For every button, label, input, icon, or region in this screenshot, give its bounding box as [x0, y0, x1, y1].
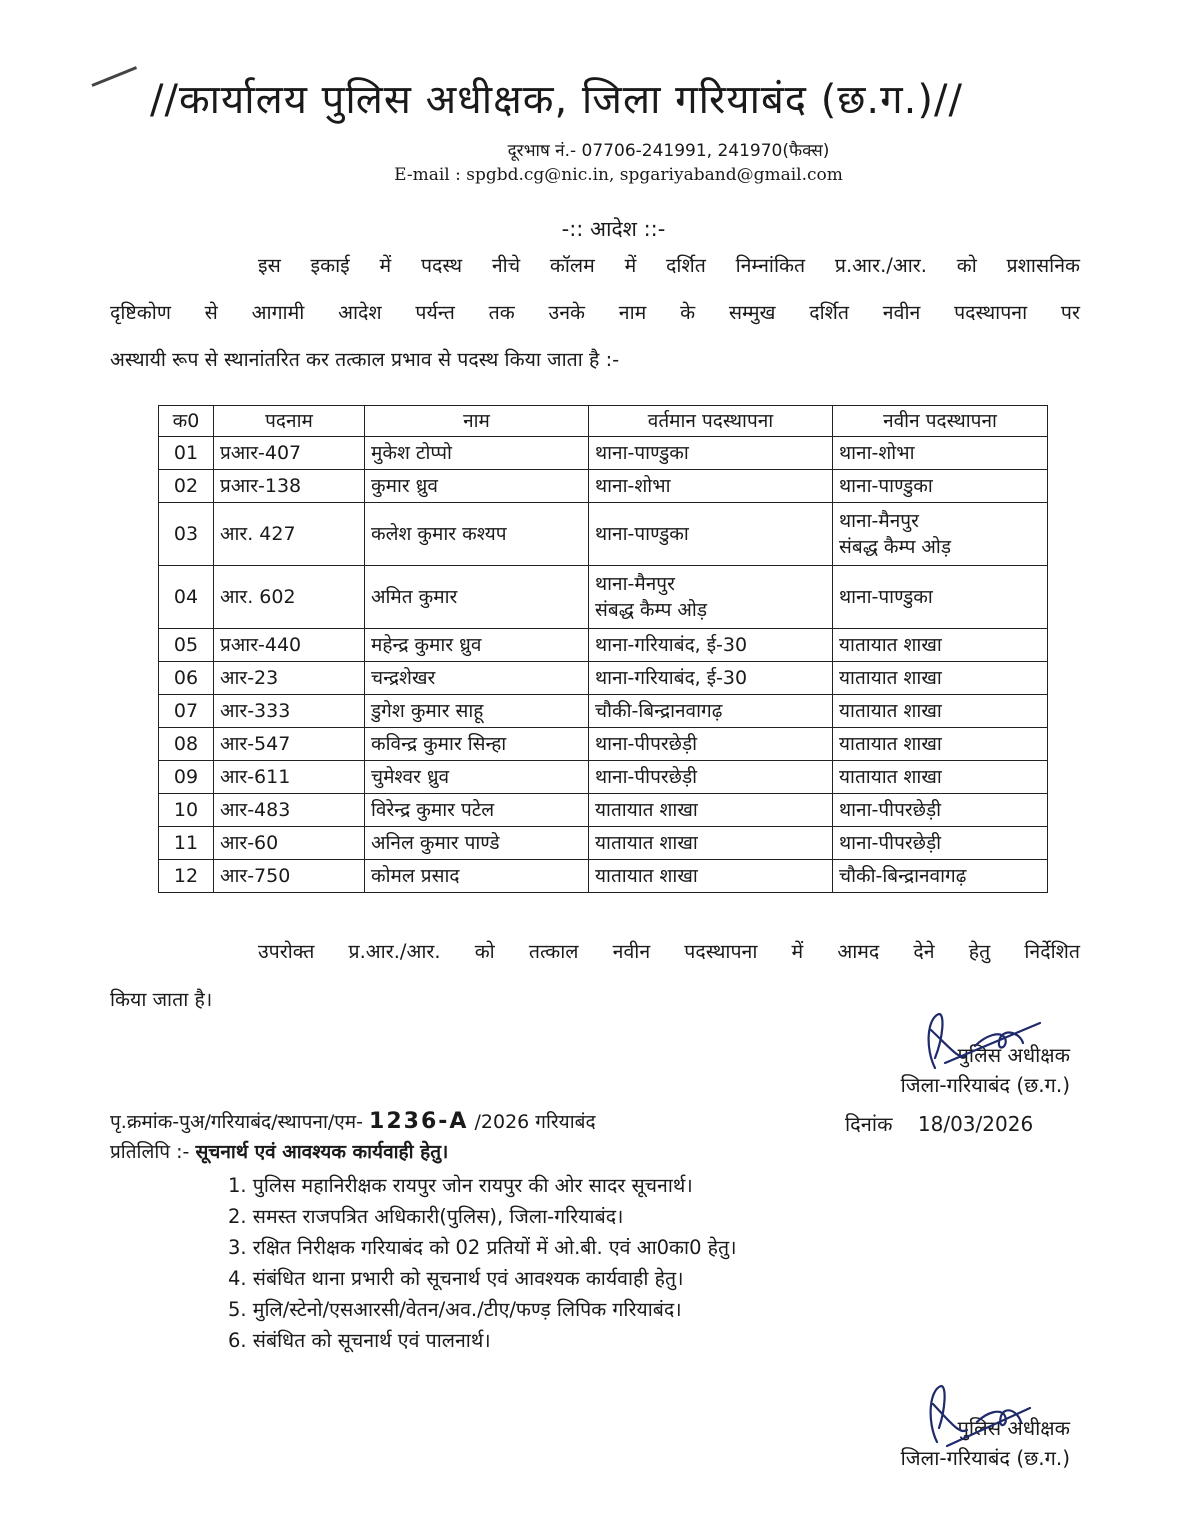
new-posting-cell: [833, 794, 1048, 827]
distribution-item: 6. संबंधित को सूचनार्थ एवं पालनार्थ।: [228, 1329, 491, 1352]
new-posting-cell-text: यातायात शाखा: [839, 733, 942, 755]
new-posting-cell-text: थाना-पीपरछेड़ी: [839, 832, 942, 854]
date-line: [845, 1110, 1033, 1137]
current-posting-cell: [589, 437, 833, 470]
serial-cell: [159, 566, 214, 629]
post-cell-text: आर-750: [220, 865, 291, 887]
serial-cell-text: 04: [173, 586, 199, 608]
current-posting-cell-text: थाना-गरियाबंद, ई-30: [595, 667, 748, 689]
order-paragraph-line-2: दृष्टिकोण से आगामी आदेश पर्यन्त तक उनके नाम के सम्मुख दर्शित नवीन पदस्थापना पर: [110, 301, 1080, 324]
name-cell-text: चन्द्रशेखर: [371, 667, 436, 689]
serial-cell-text: 02: [173, 475, 199, 497]
header-new-posting: नवीन पदस्थापना: [833, 406, 1048, 437]
post-cell-text: प्रआर-440: [220, 634, 302, 656]
distribution-item: 5. मुलि/स्टेनो/एसआरसी/वेतन/अव./टीए/फण्ड़ लिपिक गरियाबंद।: [228, 1298, 682, 1321]
new-posting-cell: [833, 860, 1048, 893]
serial-cell-text: 03: [173, 523, 199, 545]
serial-cell: [159, 728, 214, 761]
name-cell: [365, 662, 589, 695]
table-row: [159, 728, 1048, 761]
table-row: [159, 860, 1048, 893]
table-row: [159, 761, 1048, 794]
post-cell: [214, 827, 365, 860]
signatory-designation: पुलिस अधीक्षक: [957, 1416, 1070, 1440]
reference-suffix: /2026 गरियाबंद: [474, 1111, 596, 1133]
new-posting-cell: [833, 470, 1048, 503]
order-heading: -:: आदेश ::-: [561, 217, 666, 241]
post-cell: [214, 860, 365, 893]
current-posting-cell-text: थाना-पाण्डुका: [595, 523, 689, 545]
new-posting-cell: [833, 761, 1048, 794]
current-posting-cell-text: चौकी-बिन्द्रानवागढ़: [595, 700, 723, 722]
post-cell: [214, 470, 365, 503]
header-current-posting: वर्तमान पदस्थापना: [589, 406, 833, 437]
name-cell-text: कविन्द्र कुमार सिन्हा: [371, 733, 507, 755]
new-posting-cell-text: थाना-पाण्डुका: [839, 475, 933, 497]
name-cell: [365, 629, 589, 662]
date-label: दिनांक: [845, 1112, 893, 1136]
table-row: [159, 566, 1048, 629]
new-posting-cell: [833, 503, 1048, 566]
current-posting-cell-text: यातायात शाखा: [595, 832, 698, 854]
copy-label: प्रतिलिपि :-: [110, 1141, 190, 1163]
signatory-district: जिला-गरियाबंद (छ.ग.): [900, 1446, 1070, 1470]
order-date: 18/03/2026: [917, 1112, 1034, 1136]
copy-purpose: सूचनार्थ एवं आवश्यक कार्यवाही हेतु।: [195, 1141, 449, 1163]
new-posting-cell: [833, 728, 1048, 761]
new-posting-cell-text: थाना-शोभा: [839, 442, 915, 464]
email-addresses: E-mail : spgbd.cg@nic.in, spgariyaband@gmail.com: [394, 165, 843, 185]
name-cell: [365, 794, 589, 827]
instruction-line-1: उपरोक्त प्र.आर./आर. को तत्काल नवीन पदस्थापना में आमद देने हेतु निर्देशित: [258, 940, 1080, 963]
current-posting-cell-text: थाना-शोभा: [595, 475, 671, 497]
post-cell-text: आर-23: [220, 667, 279, 689]
signatory-district: जिला-गरियाबंद (छ.ग.): [900, 1073, 1070, 1097]
name-cell: [365, 566, 589, 629]
name-cell: [365, 695, 589, 728]
current-posting-cell: [589, 470, 833, 503]
order-paragraph-line-1: इस इकाई में पदस्थ नीचे कॉलम में दर्शित निम्नांकित प्र.आर./आर. को प्रशासनिक: [258, 254, 1080, 277]
serial-cell: [159, 695, 214, 728]
table-row: [159, 662, 1048, 695]
header-post: पदनाम: [214, 406, 365, 437]
transfer-table: [158, 405, 1048, 893]
table-body: [159, 437, 1048, 893]
post-cell-text: आर-60: [220, 832, 279, 854]
current-posting-cell: [589, 761, 833, 794]
name-cell-text: अमित कुमार: [371, 586, 458, 608]
new-posting-cell-text: यातायात शाखा: [839, 667, 942, 689]
new-posting-cell-text: यातायात शाखा: [839, 634, 942, 656]
post-cell: [214, 437, 365, 470]
serial-cell: [159, 629, 214, 662]
new-posting-cell-text: चौकी-बिन्द्रानवागढ़: [839, 865, 967, 887]
name-cell-text: महेन्द्र कुमार ध्रुव: [371, 634, 482, 656]
table-row: [159, 794, 1048, 827]
new-posting-cell: [833, 629, 1048, 662]
current-posting-cell: [589, 827, 833, 860]
header-serial: क0: [159, 406, 214, 437]
distribution-item: 3. रक्षित निरीक्षक गरियाबंद को 02 प्रतियों में ओ.बी. एवं आ0का0 हेतु।: [228, 1236, 737, 1259]
table-row: [159, 470, 1048, 503]
table-row: [159, 827, 1048, 860]
name-cell-text: अनिल कुमार पाण्डे: [371, 832, 500, 854]
new-posting-cell-text-line-2: संबद्ध कैम्प ओड़: [839, 536, 952, 558]
new-posting-cell: [833, 662, 1048, 695]
name-cell: [365, 503, 589, 566]
name-cell: [365, 827, 589, 860]
post-cell: [214, 761, 365, 794]
new-posting-cell-text: यातायात शाखा: [839, 766, 942, 788]
distribution-item: 4. संबंधित थाना प्रभारी को सूचनार्थ एवं आवश्यक कार्यवाही हेतु।: [228, 1267, 684, 1290]
serial-cell-text: 11: [173, 832, 199, 854]
current-posting-cell: [589, 629, 833, 662]
post-cell: [214, 629, 365, 662]
name-cell: [365, 437, 589, 470]
current-posting-cell: [589, 566, 833, 629]
new-posting-cell-text: थाना-पीपरछेड़ी: [839, 799, 942, 821]
signature-scribble-2: [905, 1380, 1055, 1460]
serial-cell: [159, 794, 214, 827]
distribution-list: [228, 1170, 737, 1356]
serial-cell-text: 12: [173, 865, 199, 887]
serial-cell: [159, 827, 214, 860]
new-posting-cell: [833, 566, 1048, 629]
name-cell-text: डुगेश कुमार साहू: [371, 700, 484, 722]
copy-to-line: [110, 1138, 448, 1164]
new-posting-cell: [833, 827, 1048, 860]
post-cell-text: आर-483: [220, 799, 291, 821]
current-posting-cell-text: यातायात शाखा: [595, 865, 698, 887]
post-cell: [214, 566, 365, 629]
pen-stroke-mark: [91, 66, 137, 87]
reference-number-line: [110, 1108, 596, 1134]
post-cell-text: आर-547: [220, 733, 291, 755]
current-posting-cell: [589, 503, 833, 566]
instruction-line-2: किया जाता है।: [110, 988, 213, 1011]
serial-cell-text: 05: [173, 634, 199, 656]
current-posting-cell: [589, 662, 833, 695]
name-cell: [365, 470, 589, 503]
post-cell-text: आर-333: [220, 700, 291, 722]
office-title: //कार्यालय पुलिस अधीक्षक, जिला गरियाबंद (छ.ग.)//: [150, 77, 963, 123]
new-posting-cell-text: यातायात शाखा: [839, 700, 942, 722]
name-cell: [365, 761, 589, 794]
post-cell: [214, 728, 365, 761]
distribution-item: 1. पुलिस महानिरीक्षक रायपुर जोन रायपुर की ओर सादर सूचनार्थ।: [228, 1174, 693, 1197]
post-cell-text: प्रआर-407: [220, 442, 302, 464]
name-cell-text: विरेन्द्र कुमार पटेल: [371, 799, 495, 821]
current-posting-cell: [589, 860, 833, 893]
post-cell-text: आर. 602: [220, 586, 296, 608]
header-name: नाम: [365, 406, 589, 437]
current-posting-cell-text: थाना-मैनपुर: [595, 573, 675, 595]
post-cell: [214, 662, 365, 695]
current-posting-cell: [589, 794, 833, 827]
reference-prefix: पृ.क्रमांक-पुअ/गरियाबंद/स्थापना/एम-: [110, 1111, 363, 1133]
current-posting-cell-text: थाना-पाण्डुका: [595, 442, 689, 464]
reference-number: 1236-A: [369, 1109, 469, 1134]
table-row: [159, 437, 1048, 470]
distribution-item: 2. समस्त राजपत्रित अधिकारी(पुलिस), जिला-गरियाबंद।: [228, 1205, 624, 1228]
table-row: [159, 695, 1048, 728]
serial-cell-text: 09: [173, 766, 199, 788]
serial-cell: [159, 470, 214, 503]
name-cell-text: कोमल प्रसाद: [371, 865, 460, 887]
new-posting-cell-text: थाना-मैनपुर: [839, 510, 919, 532]
post-cell-text: प्रआर-138: [220, 475, 302, 497]
serial-cell-text: 10: [173, 799, 199, 821]
table-row: [159, 629, 1048, 662]
new-posting-cell-text: थाना-पाण्डुका: [839, 586, 933, 608]
name-cell: [365, 860, 589, 893]
serial-cell: [159, 437, 214, 470]
current-posting-cell-text: थाना-पीपरछेड़ी: [595, 733, 698, 755]
serial-cell: [159, 503, 214, 566]
name-cell: [365, 728, 589, 761]
serial-cell-text: 01: [173, 442, 199, 464]
signatory-designation: पुलिस अधीक्षक: [957, 1043, 1070, 1067]
table-row: [159, 503, 1048, 566]
current-posting-cell: [589, 728, 833, 761]
new-posting-cell: [833, 437, 1048, 470]
order-paragraph-line-3: अस्थायी रूप से स्थानांतरित कर तत्काल प्रभाव से पदस्थ किया जाता है :-: [110, 348, 620, 371]
post-cell-text: आर-611: [220, 766, 291, 788]
serial-cell-text: 06: [173, 667, 199, 689]
serial-cell-text: 07: [173, 700, 199, 722]
current-posting-cell-text: थाना-गरियाबंद, ई-30: [595, 634, 748, 656]
serial-cell-text: 08: [173, 733, 199, 755]
post-cell: [214, 695, 365, 728]
signature-scribble-1: [905, 1008, 1055, 1078]
phone-number: दूरभाष नं.- 07706-241991, 241970(फैक्स): [507, 141, 830, 161]
name-cell-text: कलेश कुमार कश्यप: [371, 523, 507, 545]
post-cell: [214, 794, 365, 827]
name-cell-text: मुकेश टोप्पो: [371, 442, 452, 464]
name-cell-text: कुमार ध्रुव: [371, 475, 438, 497]
current-posting-cell-text: यातायात शाखा: [595, 799, 698, 821]
serial-cell: [159, 761, 214, 794]
serial-cell: [159, 860, 214, 893]
current-posting-cell-text-line-2: संबद्ध कैम्प ओड़: [595, 599, 708, 621]
current-posting-cell: [589, 695, 833, 728]
current-posting-cell-text: थाना-पीपरछेड़ी: [595, 766, 698, 788]
name-cell-text: चुमेश्वर ध्रुव: [371, 766, 450, 788]
new-posting-cell: [833, 695, 1048, 728]
post-cell: [214, 503, 365, 566]
post-cell-text: आर. 427: [220, 523, 296, 545]
serial-cell: [159, 662, 214, 695]
table-header-row: [159, 406, 1048, 437]
